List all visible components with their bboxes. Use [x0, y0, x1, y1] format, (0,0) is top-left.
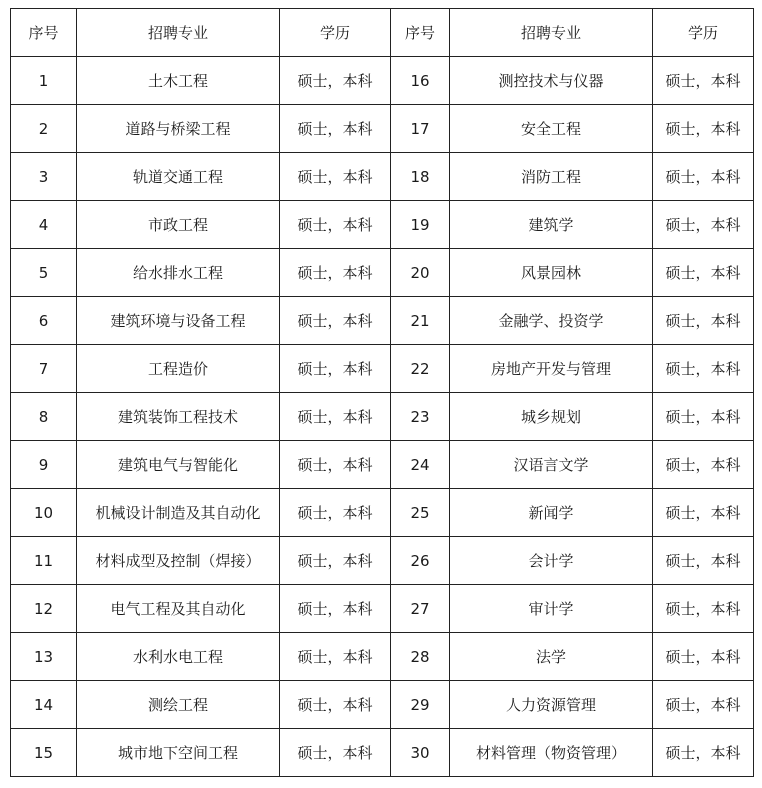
- left-no-cell: 15: [11, 729, 77, 777]
- right-education-cell: 硕士，本科: [653, 585, 754, 633]
- left-education-cell: 硕士，本科: [280, 57, 391, 105]
- right-no-cell: 22: [391, 345, 450, 393]
- table-row: [11, 729, 754, 777]
- right-education-cell: 硕士，本科: [653, 105, 754, 153]
- right-major-cell: 建筑学: [450, 201, 653, 249]
- right-education-cell: 硕士，本科: [653, 201, 754, 249]
- left-no-cell: 9: [11, 441, 77, 489]
- right-major-cell: 审计学: [450, 585, 653, 633]
- left-no-cell: 10: [11, 489, 77, 537]
- right-education-cell: 硕士，本科: [653, 633, 754, 681]
- left-major-cell: 市政工程: [77, 201, 280, 249]
- left-major-cell: 道路与桥梁工程: [77, 105, 280, 153]
- table-row: [11, 105, 754, 153]
- right-major-cell: 城乡规划: [450, 393, 653, 441]
- right-no-cell: 25: [391, 489, 450, 537]
- table-row: [11, 441, 754, 489]
- left-no-cell: 13: [11, 633, 77, 681]
- right-no-cell: 18: [391, 153, 450, 201]
- table-row: [11, 537, 754, 585]
- right-major-cell: 人力资源管理: [450, 681, 653, 729]
- left-major-cell: 建筑装饰工程技术: [77, 393, 280, 441]
- header-major-left: 招聘专业: [77, 9, 280, 57]
- left-no-cell: 5: [11, 249, 77, 297]
- left-education-cell: 硕士，本科: [280, 297, 391, 345]
- right-major-cell: 安全工程: [450, 105, 653, 153]
- right-major-cell: 材料管理（物资管理）: [450, 729, 653, 777]
- left-education-cell: 硕士，本科: [280, 105, 391, 153]
- left-major-cell: 建筑环境与设备工程: [77, 297, 280, 345]
- left-education-cell: 硕士，本科: [280, 345, 391, 393]
- header-no-left: 序号: [11, 9, 77, 57]
- left-education-cell: 硕士，本科: [280, 393, 391, 441]
- right-no-cell: 24: [391, 441, 450, 489]
- header-row: [11, 9, 754, 57]
- right-education-cell: 硕士，本科: [653, 537, 754, 585]
- table-row: [11, 633, 754, 681]
- table-row: [11, 249, 754, 297]
- right-major-cell: 新闻学: [450, 489, 653, 537]
- right-no-cell: 27: [391, 585, 450, 633]
- recruitment-majors-table: [10, 8, 754, 777]
- left-major-cell: 给水排水工程: [77, 249, 280, 297]
- right-major-cell: 测控技术与仪器: [450, 57, 653, 105]
- left-major-cell: 测绘工程: [77, 681, 280, 729]
- right-education-cell: 硕士，本科: [653, 393, 754, 441]
- left-no-cell: 11: [11, 537, 77, 585]
- right-major-cell: 法学: [450, 633, 653, 681]
- right-education-cell: 硕士，本科: [653, 153, 754, 201]
- right-no-cell: 19: [391, 201, 450, 249]
- right-major-cell: 消防工程: [450, 153, 653, 201]
- left-no-cell: 1: [11, 57, 77, 105]
- right-no-cell: 23: [391, 393, 450, 441]
- right-no-cell: 26: [391, 537, 450, 585]
- left-major-cell: 轨道交通工程: [77, 153, 280, 201]
- left-major-cell: 材料成型及控制（焊接）: [77, 537, 280, 585]
- left-no-cell: 7: [11, 345, 77, 393]
- header-major-right: 招聘专业: [450, 9, 653, 57]
- left-education-cell: 硕士，本科: [280, 249, 391, 297]
- right-education-cell: 硕士，本科: [653, 297, 754, 345]
- left-no-cell: 2: [11, 105, 77, 153]
- left-no-cell: 8: [11, 393, 77, 441]
- right-major-cell: 风景园林: [450, 249, 653, 297]
- left-education-cell: 硕士，本科: [280, 201, 391, 249]
- left-major-cell: 土木工程: [77, 57, 280, 105]
- header-education-left: 学历: [280, 9, 391, 57]
- header-education-right: 学历: [653, 9, 754, 57]
- left-education-cell: 硕士，本科: [280, 537, 391, 585]
- left-major-cell: 电气工程及其自动化: [77, 585, 280, 633]
- right-no-cell: 21: [391, 297, 450, 345]
- right-no-cell: 28: [391, 633, 450, 681]
- right-no-cell: 16: [391, 57, 450, 105]
- right-education-cell: 硕士，本科: [653, 489, 754, 537]
- header-no-right: 序号: [391, 9, 450, 57]
- right-education-cell: 硕士，本科: [653, 345, 754, 393]
- left-major-cell: 工程造价: [77, 345, 280, 393]
- right-education-cell: 硕士，本科: [653, 441, 754, 489]
- right-no-cell: 30: [391, 729, 450, 777]
- left-major-cell: 水利水电工程: [77, 633, 280, 681]
- left-education-cell: 硕士，本科: [280, 681, 391, 729]
- left-education-cell: 硕士，本科: [280, 729, 391, 777]
- left-education-cell: 硕士，本科: [280, 441, 391, 489]
- right-education-cell: 硕士，本科: [653, 249, 754, 297]
- right-major-cell: 金融学、投资学: [450, 297, 653, 345]
- left-no-cell: 3: [11, 153, 77, 201]
- right-education-cell: 硕士，本科: [653, 729, 754, 777]
- left-no-cell: 4: [11, 201, 77, 249]
- table-row: [11, 345, 754, 393]
- table-row: [11, 681, 754, 729]
- right-major-cell: 会计学: [450, 537, 653, 585]
- table-row: [11, 153, 754, 201]
- left-no-cell: 6: [11, 297, 77, 345]
- table-row: [11, 489, 754, 537]
- left-major-cell: 城市地下空间工程: [77, 729, 280, 777]
- left-major-cell: 建筑电气与智能化: [77, 441, 280, 489]
- left-no-cell: 12: [11, 585, 77, 633]
- left-education-cell: 硕士，本科: [280, 489, 391, 537]
- table-row: [11, 201, 754, 249]
- right-no-cell: 29: [391, 681, 450, 729]
- table-body: [11, 57, 754, 777]
- right-no-cell: 20: [391, 249, 450, 297]
- right-education-cell: 硕士，本科: [653, 681, 754, 729]
- right-education-cell: 硕士，本科: [653, 57, 754, 105]
- left-education-cell: 硕士，本科: [280, 585, 391, 633]
- left-no-cell: 14: [11, 681, 77, 729]
- table-row: [11, 57, 754, 105]
- left-education-cell: 硕士，本科: [280, 153, 391, 201]
- right-major-cell: 房地产开发与管理: [450, 345, 653, 393]
- table-row: [11, 585, 754, 633]
- table-row: [11, 297, 754, 345]
- right-major-cell: 汉语言文学: [450, 441, 653, 489]
- left-major-cell: 机械设计制造及其自动化: [77, 489, 280, 537]
- table-row: [11, 393, 754, 441]
- left-education-cell: 硕士，本科: [280, 633, 391, 681]
- right-no-cell: 17: [391, 105, 450, 153]
